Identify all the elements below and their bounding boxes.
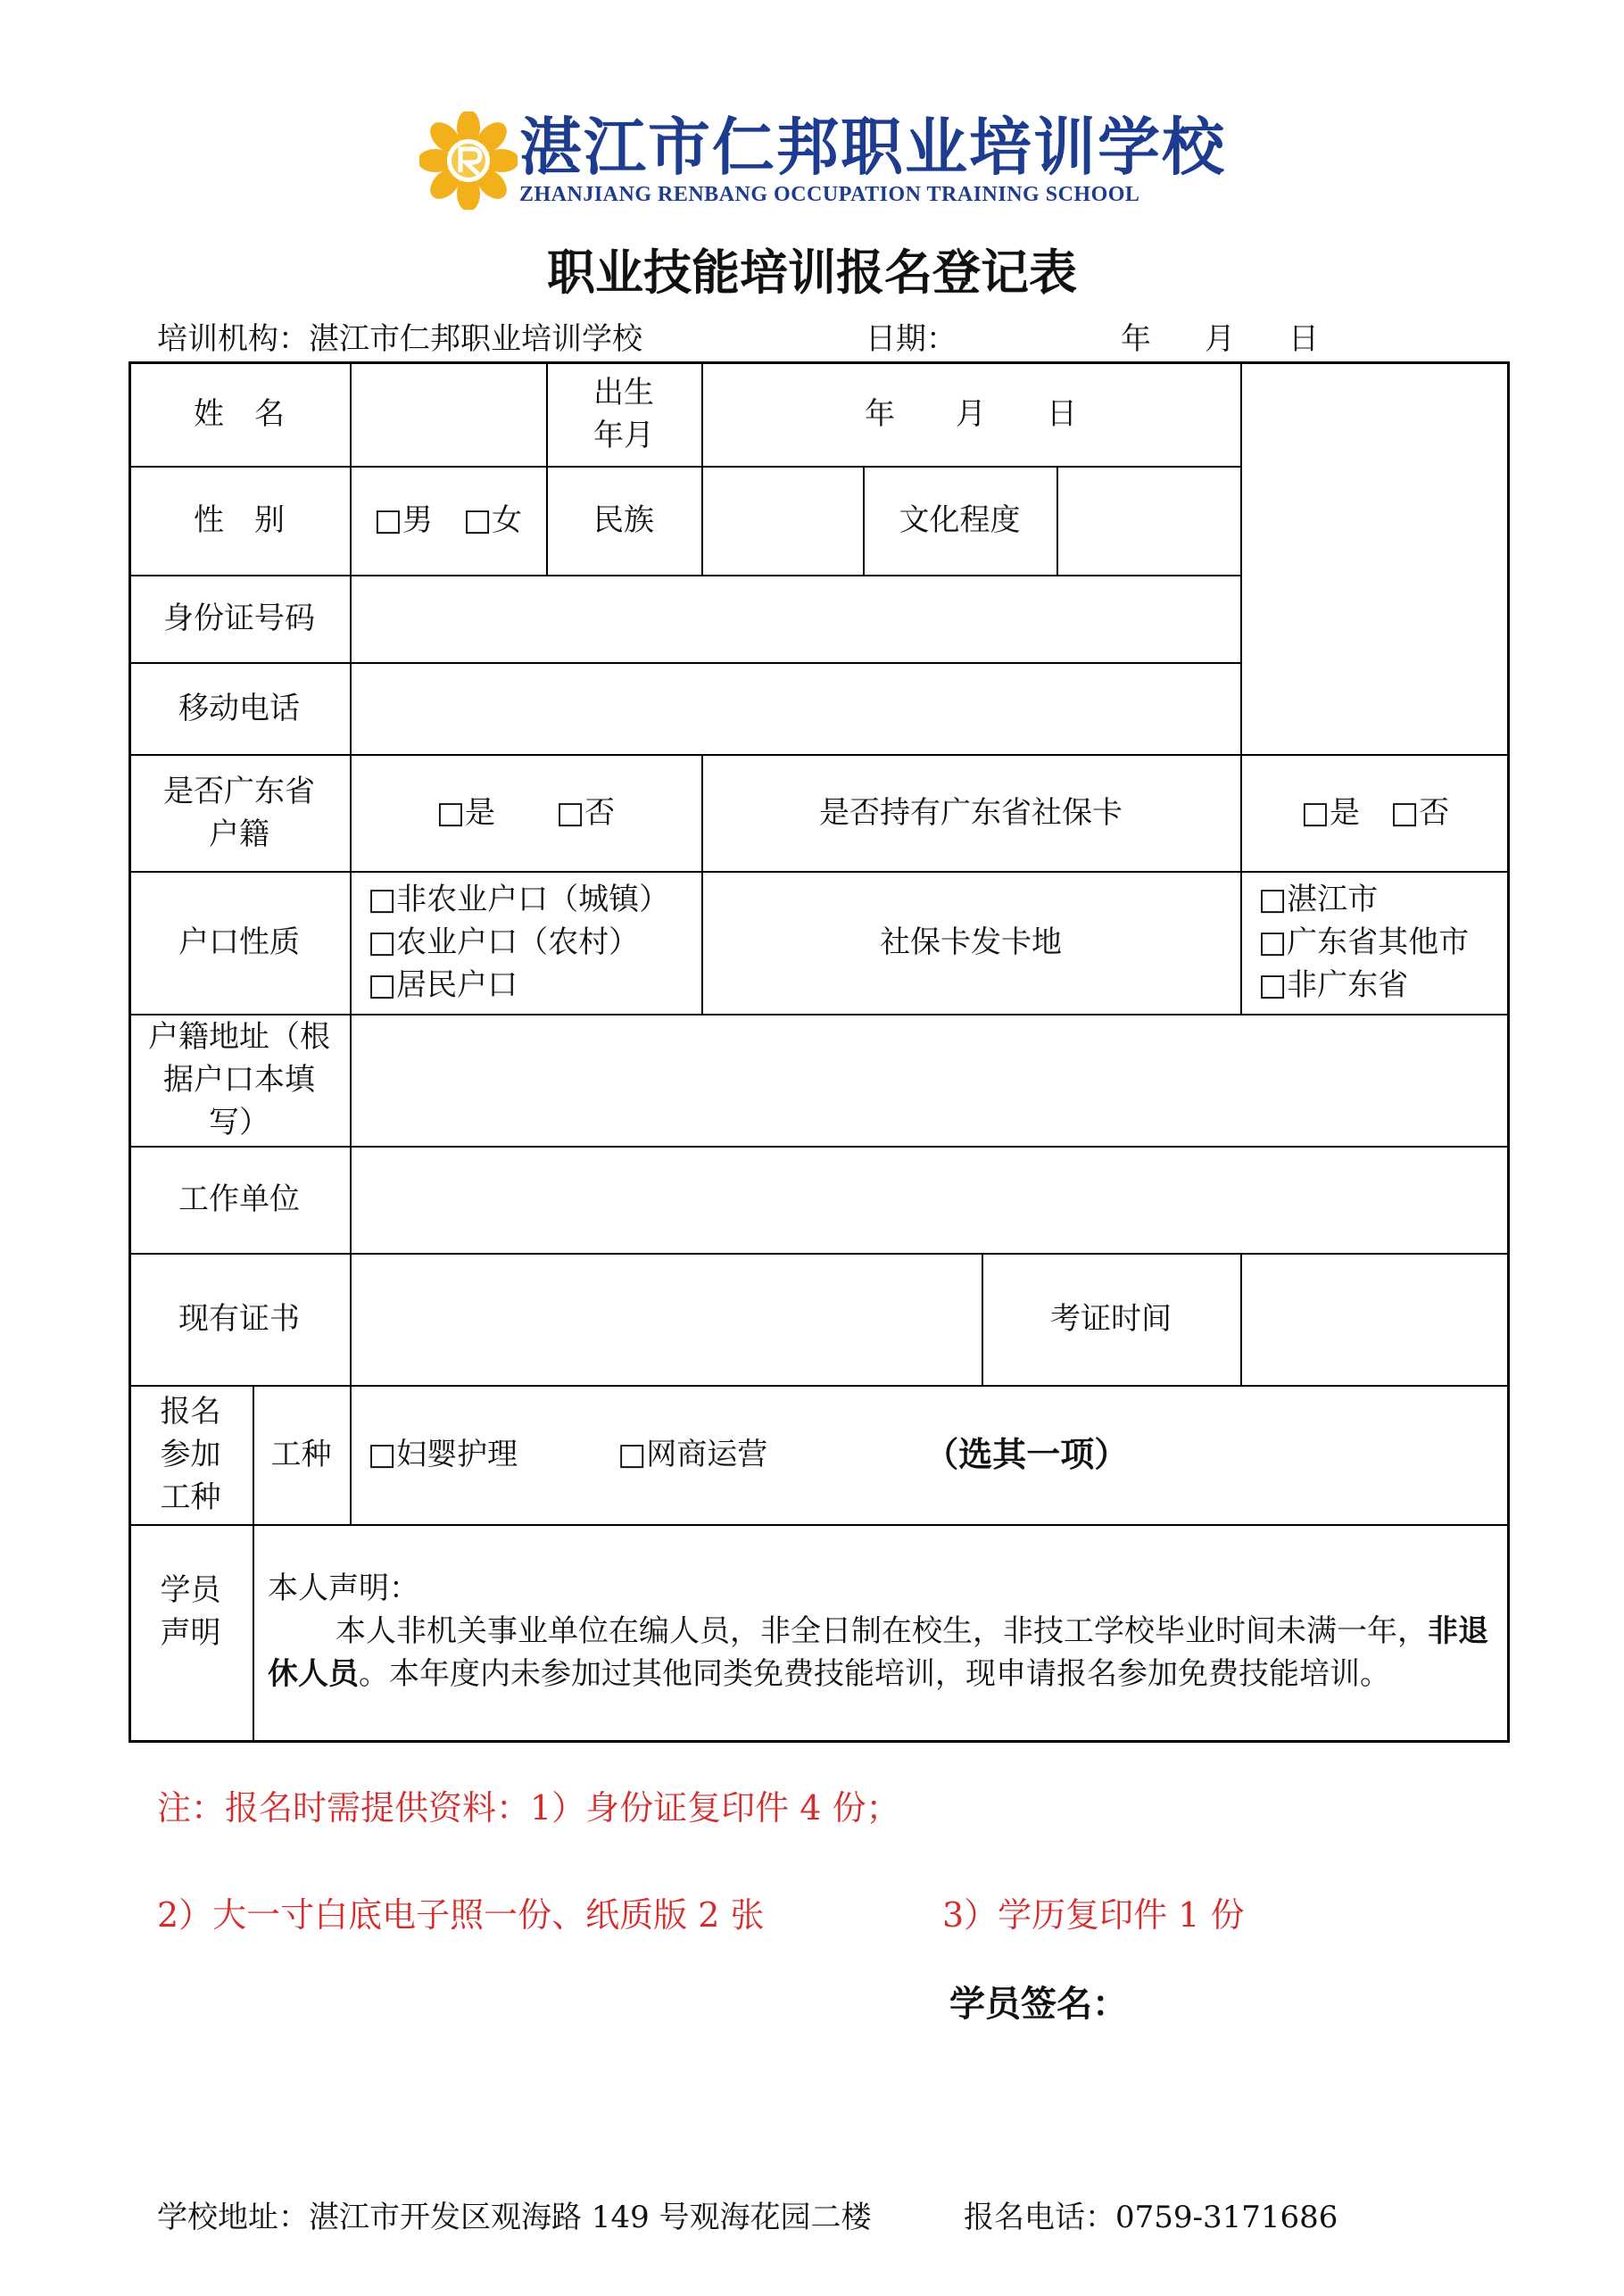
exam-time-label: 考证时间 <box>1050 1301 1172 1337</box>
guangdong-huji-options[interactable]: □是 □否 <box>435 794 616 831</box>
birth-label <box>546 361 701 466</box>
declaration-label-line1: 学员 <box>160 1572 221 1608</box>
phone-field[interactable] <box>350 662 1240 754</box>
hukou-option-resident[interactable]: □居民户口 <box>368 967 518 1003</box>
declaration-body-2: 。本年度内未参加过其他同类免费技能培训，现申请报名参加免费技能培训。 <box>359 1656 1390 1692</box>
address-label <box>128 1014 350 1146</box>
date-month: 月 <box>1205 321 1235 357</box>
card-location-label: 社保卡发卡地 <box>880 924 1062 960</box>
birth-label-line2: 年月 <box>593 417 654 453</box>
id-number-label: 身份证号码 <box>163 601 315 636</box>
form-date <box>866 319 1319 359</box>
note-line-2a: 2）大一寸白底电子照一份、纸质版 2 张 <box>157 1895 765 1935</box>
hukou-option-urban[interactable]: □非农业户口（城镇） <box>368 882 670 917</box>
declaration-text <box>268 1567 1504 1695</box>
social-card-options[interactable]: □是 □否 <box>1300 794 1450 831</box>
address-label-line1: 户籍地址（根 <box>148 1019 330 1055</box>
birth-label-line1: 出生 <box>593 374 654 410</box>
certificates-label: 现有证书 <box>178 1301 300 1337</box>
education-field[interactable] <box>1056 466 1240 575</box>
card-location-options[interactable] <box>1240 871 1510 1014</box>
signature-label: 学员签名： <box>949 1983 1128 2025</box>
declaration-body-1: 本人非机关事业单位在编人员，非全日制在校生，非技工学校毕业时间未满一年， <box>336 1613 1428 1649</box>
name-field[interactable] <box>350 361 546 466</box>
school-name-en: ZHANJIANG RENBANG OCCUPATION TRAINING SCHOOL <box>519 183 1140 206</box>
school-logo <box>419 111 1226 210</box>
trade-option-ecommerce[interactable]: □网商运营 <box>617 1437 768 1472</box>
ethnicity-field[interactable] <box>701 466 863 575</box>
declaration-label-line2: 声明 <box>160 1615 221 1651</box>
guangdong-huji-label-line1: 是否广东省 <box>163 773 315 809</box>
address-label-line2: 据户口本填 <box>163 1062 315 1098</box>
hukou-option-rural[interactable]: □农业户口（农村） <box>368 924 640 960</box>
phone-label: 移动电话 <box>178 690 300 726</box>
school-name-cn: 湛江市仁邦职业培训学校 <box>519 111 1226 184</box>
note-line-1: 注：报名时需提供资料：1）身份证复印件 4 份； <box>157 1788 900 1828</box>
name-label: 姓 名 <box>194 395 285 432</box>
date-year: 年 <box>1121 321 1151 357</box>
social-card-label: 是否持有广东省社保卡 <box>819 794 1123 831</box>
hukou-type-options[interactable] <box>350 871 701 1014</box>
birth-field[interactable]: 年 月 日 <box>865 395 1077 432</box>
form-title: 职业技能培训报名登记表 <box>547 244 1077 301</box>
address-field[interactable] <box>350 1014 1510 1146</box>
date-day: 日 <box>1288 321 1319 357</box>
gender-options[interactable]: □男 □女 <box>373 502 523 538</box>
employer-label: 工作单位 <box>178 1181 300 1217</box>
trade-options <box>350 1385 1510 1524</box>
date-label: 日期： <box>866 321 957 357</box>
footer-address: 学校地址：湛江市开发区观海路 149 号观海花园二楼 <box>157 2200 872 2235</box>
card-location-zhanjiang[interactable]: □湛江市 <box>1258 882 1379 917</box>
guangdong-huji-label-line2: 户籍 <box>209 816 269 852</box>
trade-hint: （选其一项） <box>924 1434 1129 1474</box>
apply-label-line2: 参加 <box>160 1437 221 1472</box>
id-number-field[interactable] <box>350 575 1240 662</box>
school-emblem-icon <box>419 112 518 210</box>
declaration-heading: 本人声明： <box>268 1571 419 1606</box>
trade-option-maternal-care[interactable]: □妇婴护理 <box>368 1437 518 1472</box>
training-org: 培训机构：湛江市仁邦职业培训学校 <box>157 321 642 357</box>
trade-label: 工种 <box>270 1437 332 1472</box>
apply-label-line3: 工种 <box>160 1480 221 1515</box>
footer-phone: 报名电话：0759-3171686 <box>964 2200 1338 2235</box>
education-label: 文化程度 <box>899 502 1021 538</box>
guangdong-huji-label <box>128 754 350 871</box>
card-location-other-gd[interactable]: □广东省其他市 <box>1258 924 1470 960</box>
gender-label: 性 别 <box>194 502 285 538</box>
certificates-field[interactable] <box>350 1253 982 1385</box>
declaration-body <box>268 1610 1504 1695</box>
hukou-type-label: 户口性质 <box>178 924 300 960</box>
apply-trade-label <box>128 1385 253 1524</box>
declaration-bold: 非退休人员 <box>268 1613 1488 1692</box>
address-label-line3: 写） <box>209 1105 269 1140</box>
note-line-2b: 3）学历复印件 1 份 <box>942 1895 1245 1935</box>
apply-label-line1: 报名 <box>160 1394 221 1430</box>
photo-area <box>1240 361 1510 754</box>
exam-time-field[interactable] <box>1240 1253 1510 1385</box>
employer-field[interactable] <box>350 1146 1510 1253</box>
declaration-label <box>128 1524 253 1742</box>
ethnicity-label: 民族 <box>593 502 654 538</box>
card-location-non-gd[interactable]: □非广东省 <box>1258 967 1409 1003</box>
